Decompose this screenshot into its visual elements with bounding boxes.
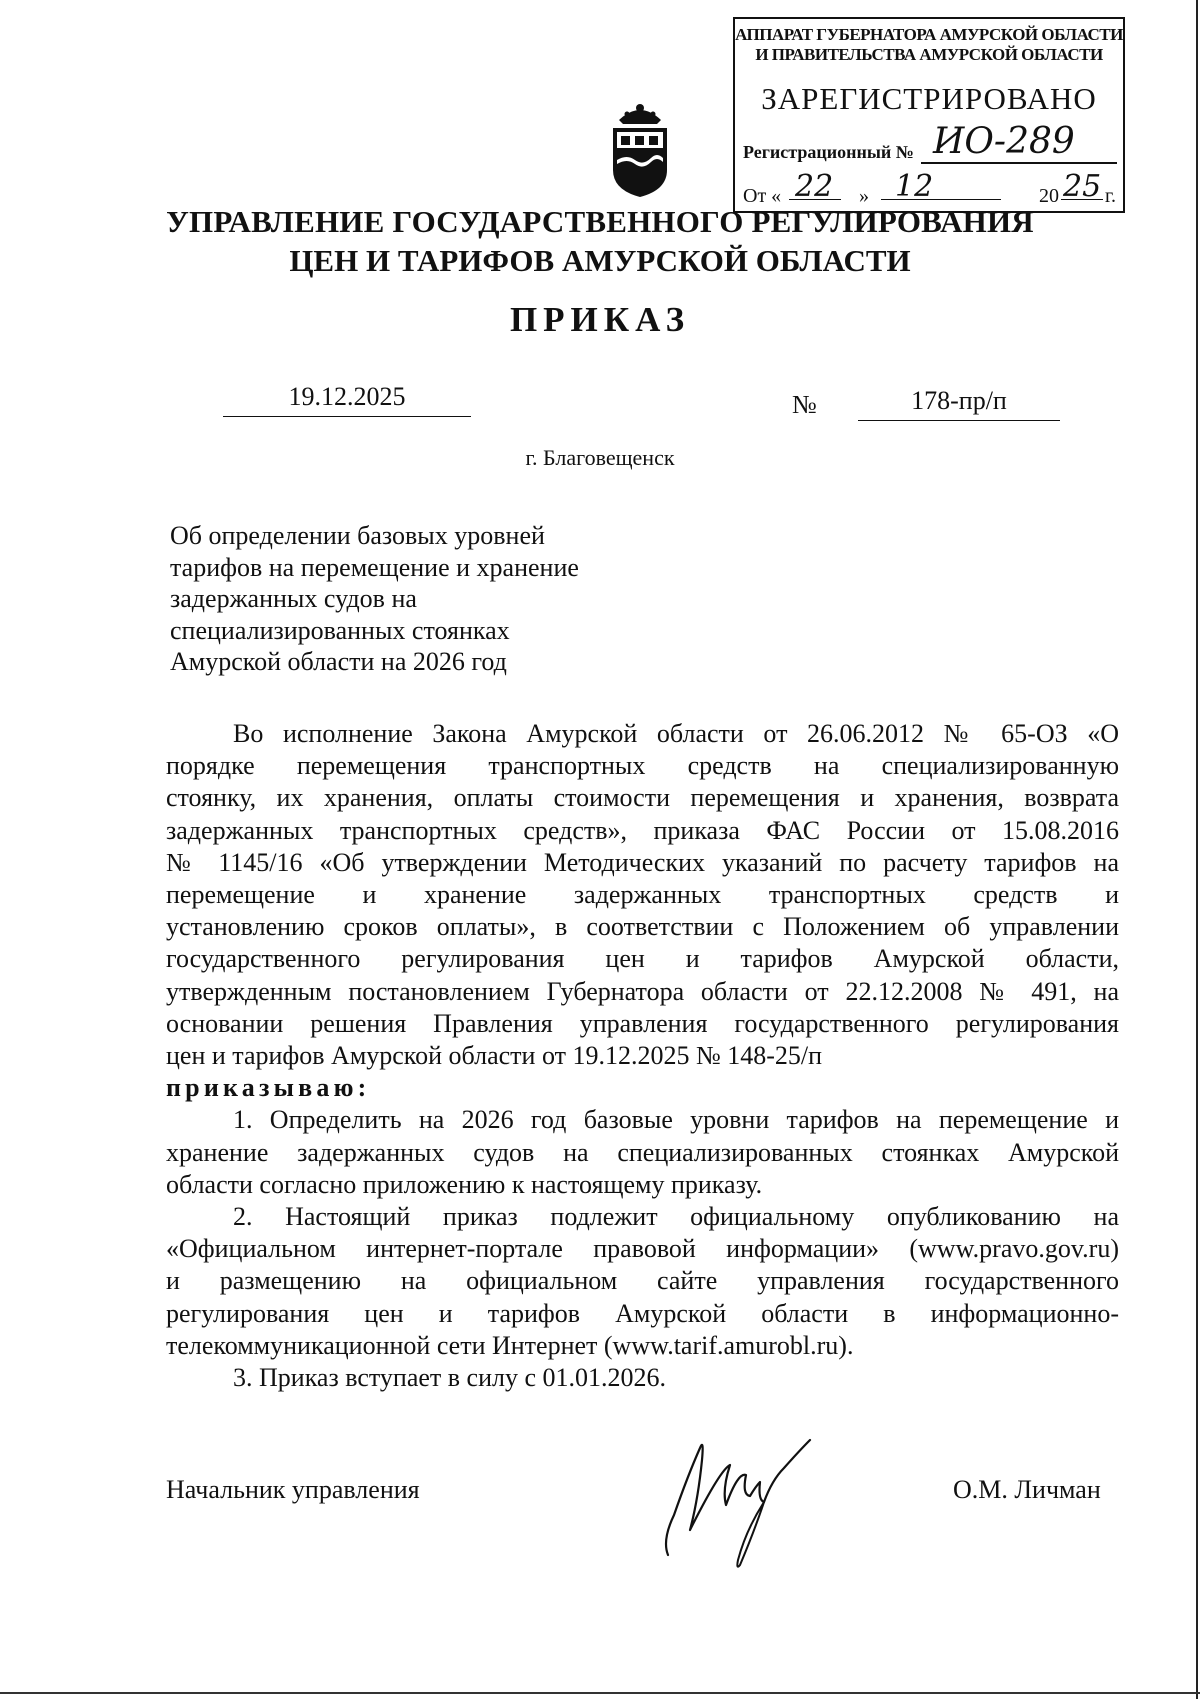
document-subject bbox=[170, 520, 579, 678]
document-date: 19.12.2025 bbox=[223, 382, 471, 417]
preamble-line: установлению сроков оплаты», в соответствии с Положением об управлении bbox=[166, 912, 1119, 942]
coat-of-arms-icon bbox=[605, 98, 675, 198]
clause2-line: «Официальном интернет-портале правовой информации» (www.pravo.gov.ru) bbox=[166, 1234, 1119, 1264]
preamble-line: порядке перемещения транспортных средств на специализированную bbox=[166, 751, 1119, 781]
stamp-year-suffix: 25 bbox=[1063, 169, 1102, 204]
subject-line: задержанных судов на bbox=[170, 584, 417, 613]
stamp-year-end: г. bbox=[1105, 185, 1116, 207]
stamp-org-line1: АППАРАТ ГУБЕРНАТОРА АМУРСКОЙ ОБЛАСТИ bbox=[735, 25, 1123, 44]
preamble-line: задержанных транспортных средств», приказа ФАС России от 15.08.2016 bbox=[166, 815, 1119, 845]
preamble-line: утвержденным постановлением Губернатора области от 22.12.2008 № 491, на bbox=[166, 976, 1119, 1006]
stamp-org-line2: И ПРАВИТЕЛЬСТВА АМУРСКОЙ ОБЛАСТИ bbox=[755, 45, 1103, 64]
preamble-line: государственного регулирования цен и тарифов Амурской области, bbox=[166, 944, 1119, 974]
stamp-date-day: 22 bbox=[795, 169, 834, 204]
stamp-reg-number: ИО-289 bbox=[921, 122, 1117, 164]
agency-name-line2: ЦЕН И ТАРИФОВ АМУРСКОЙ ОБЛАСТИ bbox=[289, 243, 911, 278]
city-line: г. Благовещенск bbox=[525, 445, 675, 470]
clause2-line: и размещению на официальном сайте управления государственного bbox=[166, 1266, 1119, 1296]
stamp-date-month: 12 bbox=[895, 169, 934, 204]
stamp-year-prefix: 20 bbox=[1039, 185, 1059, 207]
agency-name-line1: УПРАВЛЕНИЕ ГОСУДАРСТВЕННОГО РЕГУЛИРОВАНИЯ bbox=[166, 204, 1034, 239]
stamp-date-prefix: От « bbox=[743, 185, 782, 207]
number-sign: № bbox=[792, 390, 817, 419]
preamble-line: стоянку, их хранения, оплаты стоимости перемещения и хранения, возврата bbox=[166, 783, 1119, 813]
stamp-title: ЗАРЕГИСТРИРОВАНО bbox=[761, 81, 1097, 116]
clause2-line: телекоммуникационной сети Интернет (www.tarif.amurobl.ru). bbox=[166, 1330, 854, 1360]
preamble-line: основании решения Правления управления государственного регулирования bbox=[166, 1008, 1119, 1038]
document-number: 178-пр/п bbox=[858, 386, 1060, 421]
clause1-line: области согласно приложению к настоящему приказу. bbox=[166, 1169, 763, 1199]
signatory-name: О.М. Личман bbox=[953, 1475, 1101, 1504]
subject-line: Амурской области на 2026 год bbox=[170, 647, 507, 676]
stamp-date-mid: » bbox=[859, 185, 869, 207]
document-type-heading: ПРИКАЗ bbox=[509, 300, 691, 339]
preamble-line: Во исполнение Закона Амурской области от 26.06.2012 № 65-ОЗ «О bbox=[233, 719, 1119, 748]
registration-stamp bbox=[733, 17, 1125, 213]
clause3-line: 3. Приказ вступает в силу с 01.01.2026. bbox=[233, 1363, 667, 1393]
scan-edge-bottom bbox=[0, 1692, 1200, 1694]
preamble-line: № 1145/16 «Об утверждении Методических указаний по расчету тарифов на bbox=[166, 847, 1119, 877]
clause1-line: хранение задержанных судов на специализированных стоянках Амурской bbox=[166, 1137, 1119, 1167]
signature-icon bbox=[660, 1420, 830, 1570]
preamble-line: цен и тарифов Амурской области от 19.12.2025 № 148-25/п bbox=[166, 1041, 823, 1071]
decree-word: приказываю: bbox=[166, 1073, 371, 1103]
signatory-title: Начальник управления bbox=[166, 1475, 420, 1504]
subject-line: тарифов на перемещение и хранение bbox=[170, 552, 579, 582]
subject-line: Об определении базовых уровней bbox=[170, 521, 545, 550]
subject-line: специализированных стоянках bbox=[170, 615, 510, 645]
clause2-line: 2. Настоящий приказ подлежит официальному опубликованию на bbox=[233, 1202, 1119, 1232]
clause2-line: регулирования цен и тарифов Амурской области в информационно- bbox=[166, 1298, 1119, 1328]
stamp-reg-label: Регистрационный № bbox=[743, 142, 914, 162]
preamble-line: перемещение и хранение задержанных транспортных средств и bbox=[166, 880, 1119, 910]
clause1-line: 1. Определить на 2026 год базовые уровни тарифов на перемещение и bbox=[233, 1105, 1119, 1135]
document-body bbox=[166, 718, 1119, 1394]
